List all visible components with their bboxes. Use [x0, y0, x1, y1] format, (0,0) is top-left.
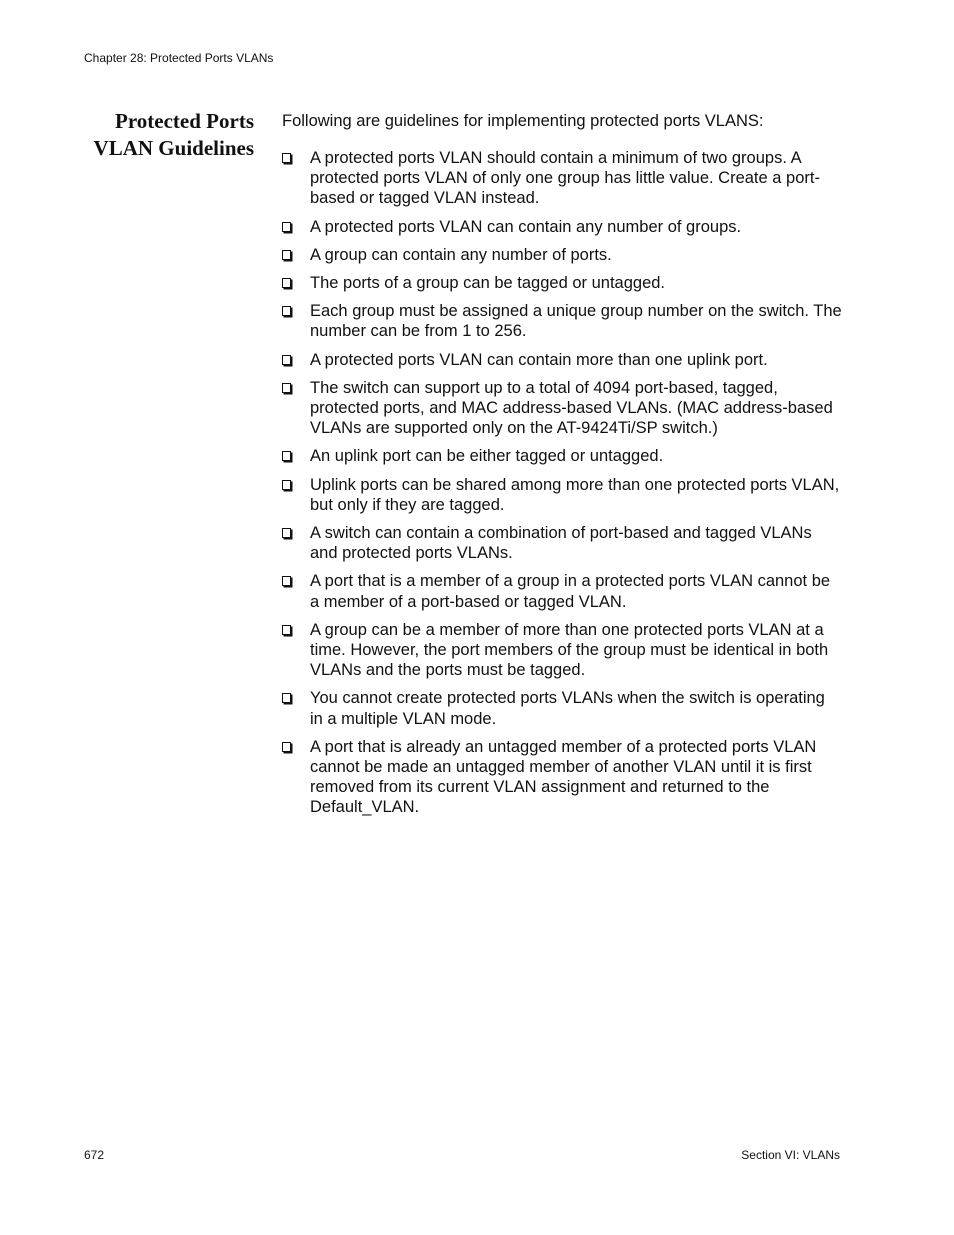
- guidelines-list: [282, 148, 842, 818]
- checkbox-square-icon: [282, 306, 291, 316]
- checkbox-square-icon: [282, 742, 291, 752]
- checkbox-square-icon: [282, 153, 291, 163]
- list-item-text: A group can be a member of more than one protected ports VLAN at a time. However, the port members of the group must be identical in both VLANs and the ports must be tagged.: [310, 620, 829, 680]
- section-footer: Section VI: VLANs: [741, 1148, 840, 1162]
- checkbox-square-icon: [282, 693, 291, 703]
- list-item: [282, 378, 842, 439]
- body-column: [282, 111, 842, 826]
- checkbox-square-icon: [282, 451, 291, 461]
- list-item-text: The ports of a group can be tagged or untagged.: [310, 274, 666, 293]
- list-item-text: Each group must be assigned a unique group number on the switch. The number can be from 1 to 256.: [310, 302, 842, 341]
- list-item-text: A protected ports VLAN can contain more than one uplink port.: [310, 350, 768, 369]
- section-heading-line-1: Protected Ports: [115, 109, 254, 133]
- list-item-text: A switch can contain a combination of port-based and tagged VLANs and protected ports VLANs.: [310, 524, 812, 563]
- list-item-text: Uplink ports can be shared among more than one protected ports VLAN, but only if they are tagged.: [310, 475, 840, 514]
- list-item-text: A group can contain any number of ports.: [310, 245, 612, 264]
- list-item-text: A protected ports VLAN can contain any number of groups.: [310, 217, 742, 236]
- checkbox-square-icon: [282, 222, 291, 232]
- list-item: [282, 148, 842, 209]
- checkbox-square-icon: [282, 528, 291, 538]
- checkbox-square-icon: [282, 576, 291, 586]
- list-item: [282, 620, 842, 681]
- list-item: [282, 475, 842, 515]
- checkbox-square-icon: [282, 278, 291, 288]
- list-item-text: A protected ports VLAN should contain a minimum of two groups. A protected ports VLAN of only one group has little value. Create a port-based or tagged VLAN instead.: [310, 149, 820, 208]
- intro-paragraph: Following are guidelines for implementing protected ports VLANS:: [282, 112, 764, 130]
- list-item: [282, 301, 842, 341]
- list-item: [282, 737, 842, 818]
- running-header: Chapter 28: Protected Ports VLANs: [84, 51, 274, 65]
- list-item: [282, 217, 842, 237]
- list-item: [282, 523, 842, 563]
- list-item-text: A port that is a member of a group in a protected ports VLAN cannot be a member of a port-based or tagged VLAN.: [310, 572, 831, 611]
- list-item: [282, 571, 842, 611]
- checkbox-square-icon: [282, 625, 291, 635]
- list-item-text: You cannot create protected ports VLANs when the switch is operating in a multiple VLAN mode.: [310, 689, 825, 728]
- list-item-text: A port that is already an untagged member of a protected ports VLAN cannot be made an untagged member of another VLAN until it is first removed from its current VLAN assignment and returned to the Default_VLAN.: [310, 737, 817, 817]
- page-number: 672: [84, 1148, 105, 1162]
- list-item: [282, 245, 842, 265]
- list-item-text: An uplink port can be either tagged or untagged.: [310, 447, 664, 466]
- list-item: [282, 688, 842, 728]
- checkbox-square-icon: [282, 250, 291, 260]
- checkbox-square-icon: [282, 355, 291, 365]
- checkbox-square-icon: [282, 383, 291, 393]
- section-heading: [60, 108, 254, 162]
- checkbox-square-icon: [282, 480, 291, 490]
- list-item: [282, 350, 842, 370]
- section-heading-line-2: VLAN Guidelines: [93, 136, 254, 160]
- list-item: [282, 273, 842, 293]
- list-item-text: The switch can support up to a total of 4094 port-based, tagged, protected ports, and MAC address-based VLANs. (MAC address-based VLANs are supported only on the AT-9424Ti/SP switch.): [310, 378, 833, 438]
- list-item: [282, 446, 842, 466]
